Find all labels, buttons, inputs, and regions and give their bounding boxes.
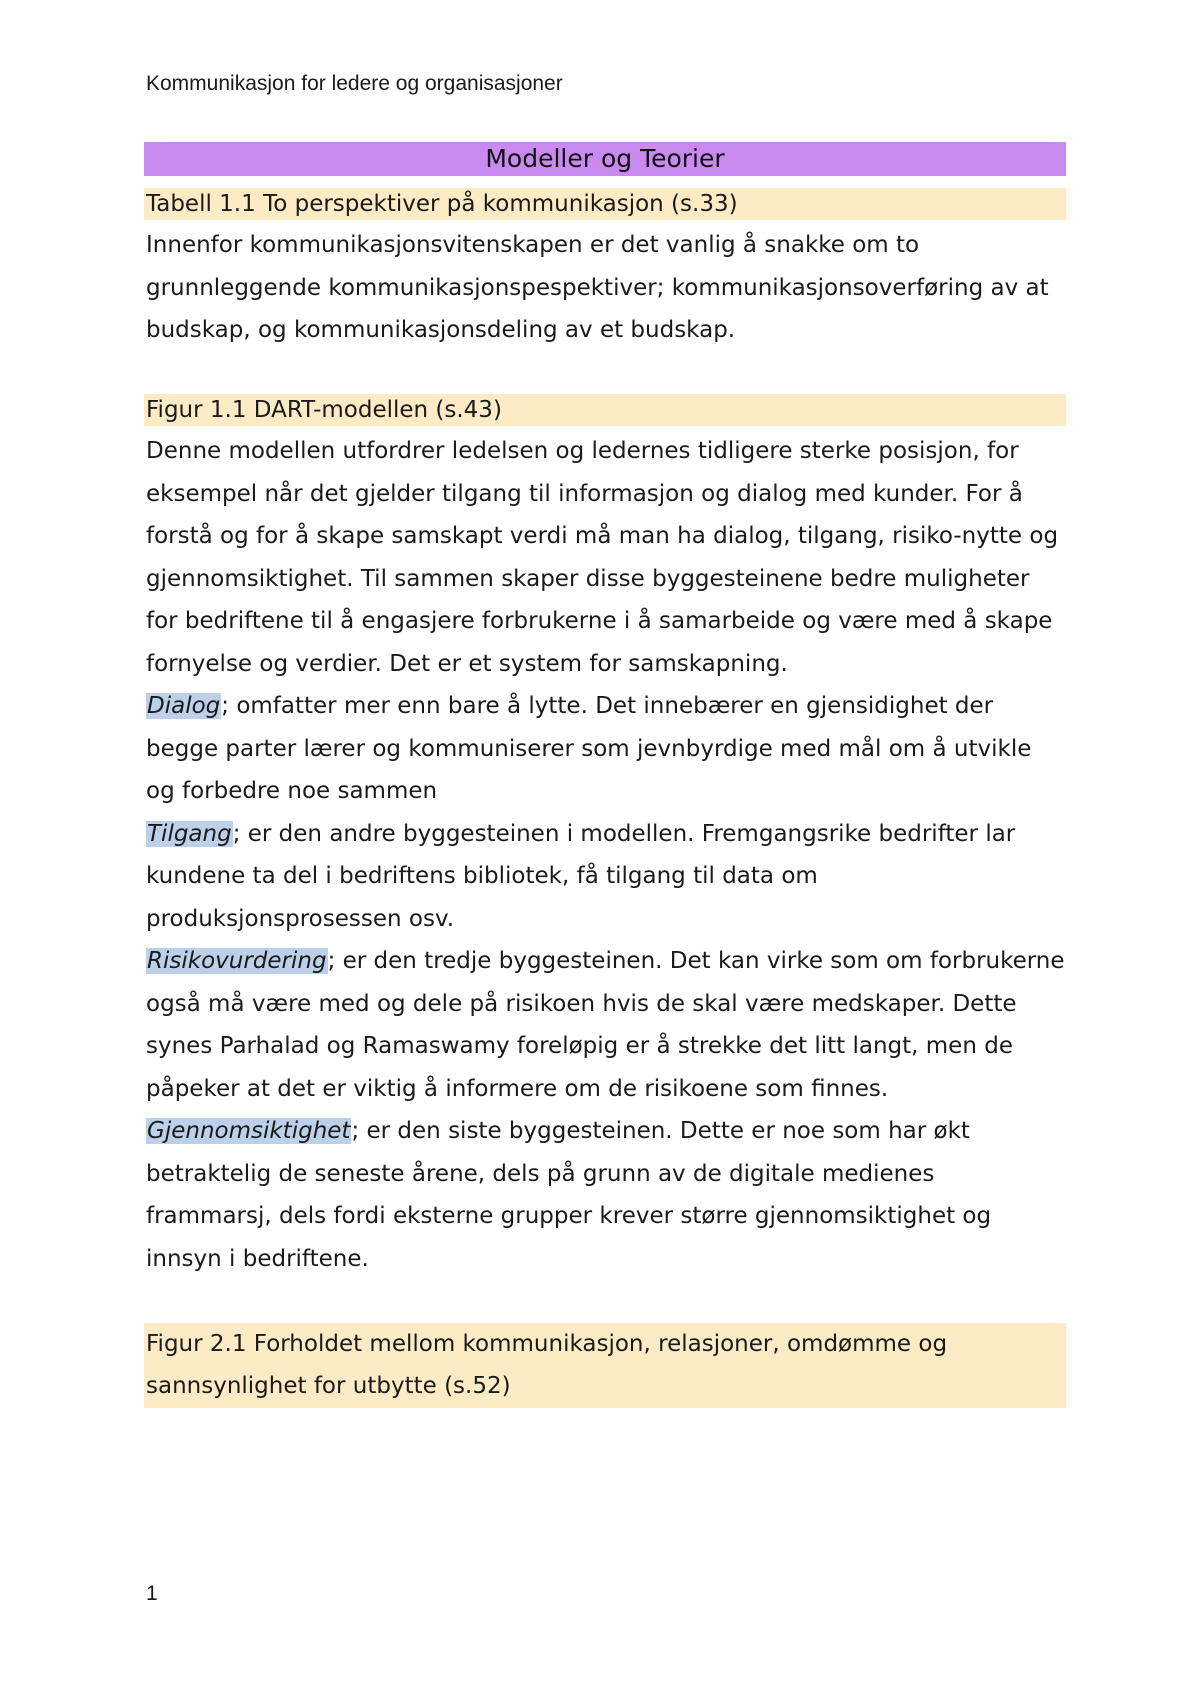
term-separator: ; [232, 820, 241, 847]
term-paragraph-risikovurdering [144, 940, 1066, 1110]
term-description: er den siste byggesteinen. Dette er noe som har økt betraktelig de seneste årene, dels på grunn av de digitale medienes frammarsj, dels fordi eksterne grupper krever større gjennomsiktighet og innsyn i bedriftene. [146, 1118, 992, 1272]
term-description: omfatter mer enn bare å lytte. Det innebærer en gjensidighet der begge parter lærer og kommuniserer som jevnbyrdige med mål om å utvikle og forbedre noe sammen [146, 693, 1032, 804]
term-gjennomsiktighet: Gjennomsiktighet [147, 1118, 351, 1144]
term-paragraph-dialog [144, 685, 1066, 813]
blank-line [144, 352, 1066, 395]
term-paragraph-gjennomsiktighet [144, 1110, 1066, 1280]
term-separator: ; [221, 693, 230, 719]
term-separator: ; [327, 948, 336, 974]
term-paragraph-tilgang [144, 813, 1066, 941]
paragraph-tabell-1-1: Innenfor kommunikasjonsvitenskapen er det vanlig å snakke om to grunnleggende kommunikasjonspespektiver; kommunikasjonsoverføring av at budskap, og kommunikasjonsdeling av et budskap. [146, 232, 1049, 343]
heading-figur-1-1: Figur 1.1 DART-modellen (s.43) [144, 394, 1066, 426]
term-risikovurdering: Risikovurdering [147, 948, 327, 974]
term-tilgang: Tilgang [147, 820, 232, 847]
running-header: Kommunikasjon for ledere og organisasjoner [146, 72, 563, 95]
term-description: er den tredje byggesteinen. Det kan virke som om forbrukerne også må være med og dele på risikoen hvis de skal være medskaper. Dette synes Parhalad og Ramaswamy foreløpig er å strekke det litt langt, men de påpeker at det er viktig å informere om de risikoene som finnes. [146, 948, 1065, 1102]
heading-figur-2-1: Figur 2.1 Forholdet mellom kommunikasjon, relasjoner, omdømme og sannsynlighet for utbytte (s.52) [144, 1323, 1066, 1408]
document-body [144, 142, 1066, 1408]
blank-line [144, 1280, 1066, 1323]
term-separator: ; [351, 1118, 360, 1144]
paragraph-figur-1-1: Denne modellen utfordrer ledelsen og ledernes tidligere sterke posisjon, for eksempel når det gjelder tilgang til informasjon og dialog med kunder. For å forstå og for å skape samskapt verdi må man ha dialog, tilgang, risiko-nytte og gjennomsiktighet. Til sammen skaper disse byggesteinene bedre muligheter for bedriftene til å engasjere forbrukerne i å samarbeide og være med å skape fornyelse og verdier. Det er et system for samskapning. [146, 438, 1059, 677]
section-title: Modeller og Teorier [144, 142, 1066, 176]
page-number: 1 [146, 1582, 158, 1605]
term-description: er den andre byggesteinen i modellen. Fremgangsrike bedrifter lar kundene ta del i bedriftens bibliotek, få tilgang til data om produksjonsprosessen osv. [146, 820, 1016, 932]
heading-tabell-1-1: Tabell 1.1 To perspektiver på kommunikasjon (s.33) [144, 188, 1066, 220]
term-dialog: Dialog [147, 693, 221, 719]
